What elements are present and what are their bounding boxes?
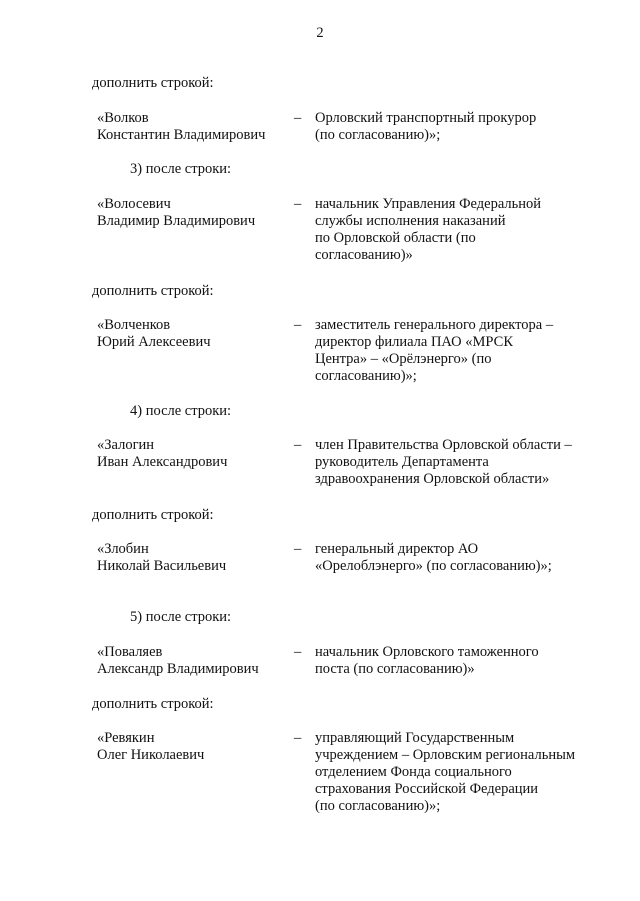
instruction-line: дополнить строкой: [92, 75, 214, 91]
member-name: «Ревякин Олег Николаевич [97, 730, 205, 763]
member-position: начальник Орловского таможенного поста (по согласованию)» [315, 644, 539, 677]
entry-dash: – [294, 196, 302, 212]
member-position: заместитель генерального директора – директор филиала ПАО «МРСК Центра» – «Орёлэнерго» (по согласованию)»; [315, 317, 554, 384]
entry-dash: – [294, 541, 302, 557]
entry-dash: – [294, 730, 302, 746]
member-position: управляющий Государственным учреждением – Орловским региональным отделением Фонда социального страхования Российской Федерации (по согласованию)»; [315, 730, 576, 814]
instruction-line: 3) после строки: [130, 161, 232, 177]
member-name: «Волченков Юрий Алексеевич [97, 317, 211, 350]
member-name: «Волков Константин Владимирович [97, 110, 266, 143]
member-position: начальник Управления Федеральной службы исполнения наказаний по Орловской области (по согласованию)» [315, 196, 542, 263]
entry-dash: – [294, 437, 302, 453]
instruction-line: дополнить строкой: [92, 507, 214, 523]
instruction-line: 4) после строки: [130, 403, 232, 419]
instruction-line: 5) после строки: [130, 609, 232, 625]
instruction-line: дополнить строкой: [92, 696, 214, 712]
page-number: 2 [316, 25, 324, 41]
member-name: «Поваляев Александр Владимирович [97, 644, 259, 677]
member-position: член Правительства Орловской области – руководитель Департамента здравоохранения Орловской области» [315, 437, 572, 487]
member-name: «Залогин Иван Александрович [97, 437, 228, 470]
entry-dash: – [294, 110, 302, 126]
member-name: «Волосевич Владимир Владимирович [97, 196, 256, 229]
entry-dash: – [294, 644, 302, 660]
member-position: генеральный директор АО «Орелоблэнерго» (по согласованию)»; [315, 541, 552, 574]
member-position: Орловский транспортный прокурор (по согласованию)»; [315, 110, 537, 143]
instruction-line: дополнить строкой: [92, 283, 214, 299]
member-name: «Злобин Николай Васильевич [97, 541, 227, 574]
entry-dash: – [294, 317, 302, 333]
